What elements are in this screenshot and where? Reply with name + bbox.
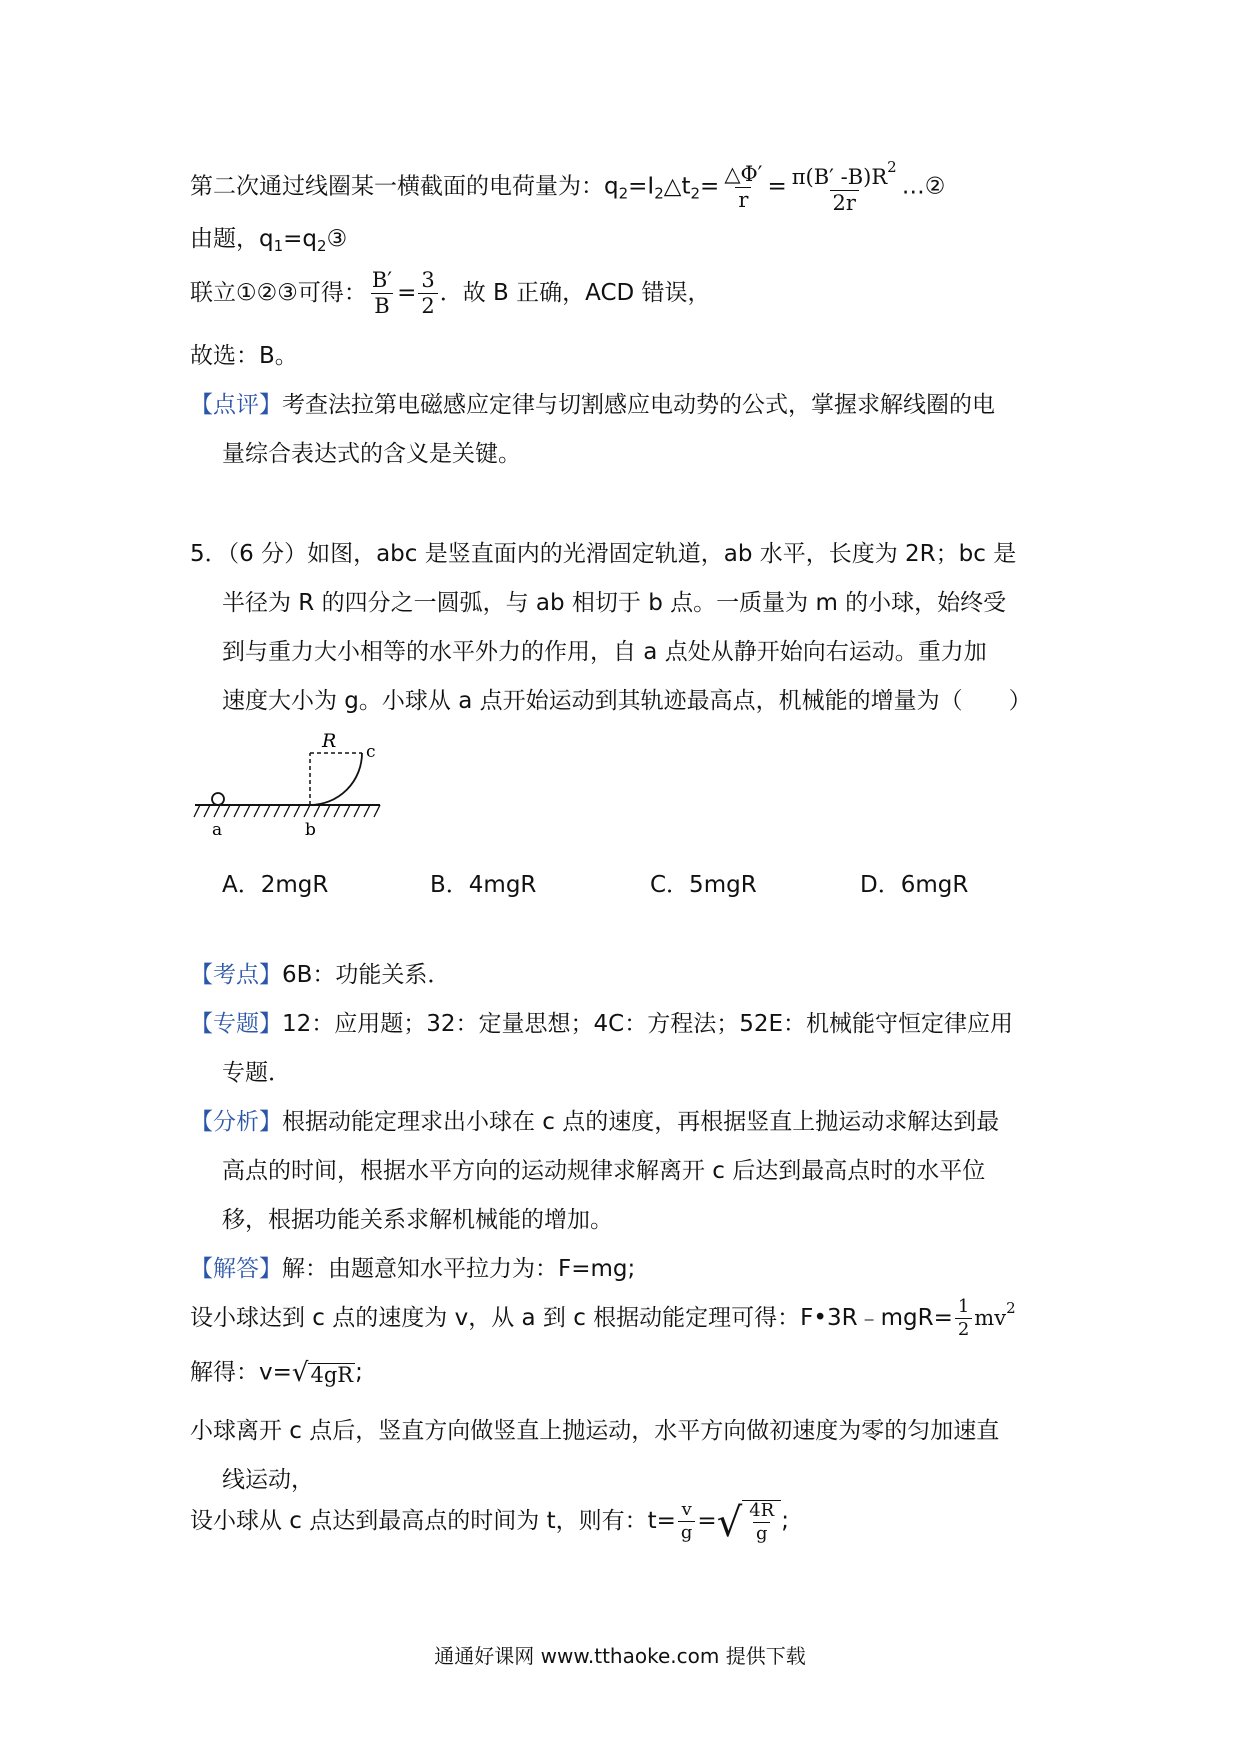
equal-charge-line [190,228,347,254]
numerator: B′ [371,268,393,292]
line-text: 移，根据功能关系求解机械能的增加。 [222,1207,613,1233]
numerator [789,160,900,190]
line-text: 设小球从 c 点达到最高点的时间为 t，则有：t= [190,1508,676,1534]
velocity-line [190,1360,363,1386]
delta-t: △t [663,173,691,200]
line-text: 联立①②③可得： [190,280,367,306]
denominator: 2r [830,190,859,214]
superscript: 2 [887,158,897,176]
line-text: 线运动， [222,1467,314,1493]
answer-line [190,345,298,368]
jieda-tag: 【解答】 [190,1256,282,1282]
ball [212,793,224,805]
line-text: 高点的时间，根据水平方向的运动规律求解离开 c 后达到最高点时的水平位 [222,1158,986,1184]
line-text: 故选：B。 [190,343,298,369]
q-symbol: q [604,173,619,200]
option-label: A．2mgR [222,872,329,898]
equals-sign: = [767,173,787,200]
line-text: 解：由题意知水平拉力为：F=mg; [282,1256,636,1282]
numerator: 4R [749,1500,775,1521]
denominator: 2 [418,293,437,317]
equals-sign: = [397,280,417,306]
line-text: 小球离开 c 点后，竖直方向做竖直上抛运动，水平方向做初速度为零的匀加速直 [190,1418,1000,1444]
equals-sign: = [700,173,720,200]
equals-sign: = [697,1508,717,1534]
charge-equation-line [190,160,945,214]
fenxi-line-3 [222,1209,613,1232]
page-footer: 通通好课网 www.tthaoke.com 提供下载 [434,1644,806,1668]
subscript: 1 [273,237,284,255]
fenxi-tag: 【分析】 [190,1109,282,1135]
fraction-flux [721,161,765,212]
line-text: 专题． [222,1060,291,1086]
line-text: 半径为 R 的四分之一圆弧，与 ab 相切于 b 点。一质量为 m 的小球，始终受 [222,590,1007,616]
label-b: b [305,820,316,840]
motion-line-1 [190,1420,999,1443]
review-tag: 【点评】 [190,392,282,418]
denominator: r [735,187,751,211]
zhuanti-line-2 [222,1062,291,1085]
sqrt-4gR [292,1360,355,1386]
sqrt-4R-over-g [716,1500,782,1546]
option-b[interactable] [430,866,536,899]
ground-hatching [194,805,380,817]
question-line-3 [222,641,987,664]
kinetic-energy-line [190,1298,1016,1339]
fenxi-line-2 [222,1160,985,1183]
option-c[interactable] [650,866,757,899]
question-line-2 [222,592,1006,615]
denominator: g [678,1521,696,1542]
line-text: 由题，q [190,226,274,252]
kaodian-tag: 【考点】 [190,962,282,988]
option-label: B．4mgR [430,872,537,898]
denominator: B [371,293,392,317]
zhuanti-tag: 【专题】 [190,1011,282,1037]
line-text: 根据动能定理求出小球在 c 点的速度，再根据竖直上抛运动求解达到最 [282,1109,1000,1135]
subscript: 2 [317,237,327,255]
option-d[interactable] [860,866,968,899]
question-line-1 [190,543,1016,566]
subscript: 2 [618,184,629,203]
line-text: 解得：v= [190,1359,292,1386]
fraction-v-over-g [678,1501,696,1542]
result-line [190,270,711,317]
line-text: 6B：功能关系． [282,962,451,988]
fraction-charge [789,160,900,214]
line-text: 5．（6 分）如图，abc 是竖直面内的光滑固定轨道，ab 水平，长度为 2R；bc 是 [190,541,1017,567]
denominator: 2 [955,1318,972,1339]
fraction-three-halves [418,270,437,317]
line-text: 到与重力大小相等的水平外力的作用，自 a 点处从静开始向右运动。重力加 [222,639,987,665]
numerator: △Φ′ [724,161,763,186]
line-text: 设小球达到 c 点的速度为 v，从 a 到 c 根据动能定理可得：F•3R﹣mgR= [190,1305,953,1331]
option-label: D．6mgR [860,872,969,898]
equals-i: =I [628,173,655,200]
motion-line-2 [222,1469,314,1492]
line-text: 考查法拉第电磁感应定律与切割感应电动势的公式，掌握求解线圈的电 [282,392,995,418]
review-line-2 [222,443,521,466]
fenxi-line-1 [190,1111,999,1134]
question-line-4 [222,690,1032,713]
fraction-4R-over-g [746,1502,777,1543]
radical-sign: √ [716,1500,743,1546]
line-text: ; [355,1359,363,1386]
superscript: 2 [1006,1299,1016,1317]
review-line-1 [190,394,995,417]
label-a: a [212,820,223,840]
fraction-half [955,1298,972,1339]
denominator: g [753,1522,771,1543]
fraction-ratio [369,270,395,317]
subscript: 2 [690,184,701,203]
label-c: c [366,742,376,762]
radicand [742,1500,781,1543]
radicand: 4gR [310,1363,354,1387]
option-a[interactable] [222,866,328,899]
equation-marker: …② [901,173,946,200]
kaodian-line [190,964,450,987]
zhuanti-line-1 [190,1013,1013,1036]
label-R: R [322,730,337,752]
numerator: 3 [421,268,435,292]
line-text: 量综合表达式的含义是关键。 [222,441,521,467]
line-text: =q [283,226,318,252]
line-text: 速度大小为 g。小球从 a 点开始运动到其轨迹最高点，机械能的增量为（ ） [222,688,1032,714]
option-label: C．5mgR [650,872,757,898]
line-text: ．故 B 正确，ACD 错误， [439,280,711,306]
subscript: 2 [654,184,664,203]
equation-marker: ③ [326,226,348,252]
radical-sign: √ [291,1358,309,1388]
line-text: 第二次通过线圈某一横截面的电荷量为： [190,173,604,200]
quarter-arc-track [310,753,362,805]
numerator-text: π(B′ -B)R [791,165,888,189]
jieda-line-1 [190,1258,635,1281]
line-text: ; [781,1508,789,1534]
time-line [190,1499,789,1546]
track-figure [190,725,390,845]
mv-term: mv [974,1306,1007,1330]
line-text: 12：应用题；32：定量思想；4C：方程法；52E：机械能守恒定律应用 [282,1011,1014,1037]
numerator: v [681,1499,692,1520]
numerator: 1 [957,1296,970,1317]
